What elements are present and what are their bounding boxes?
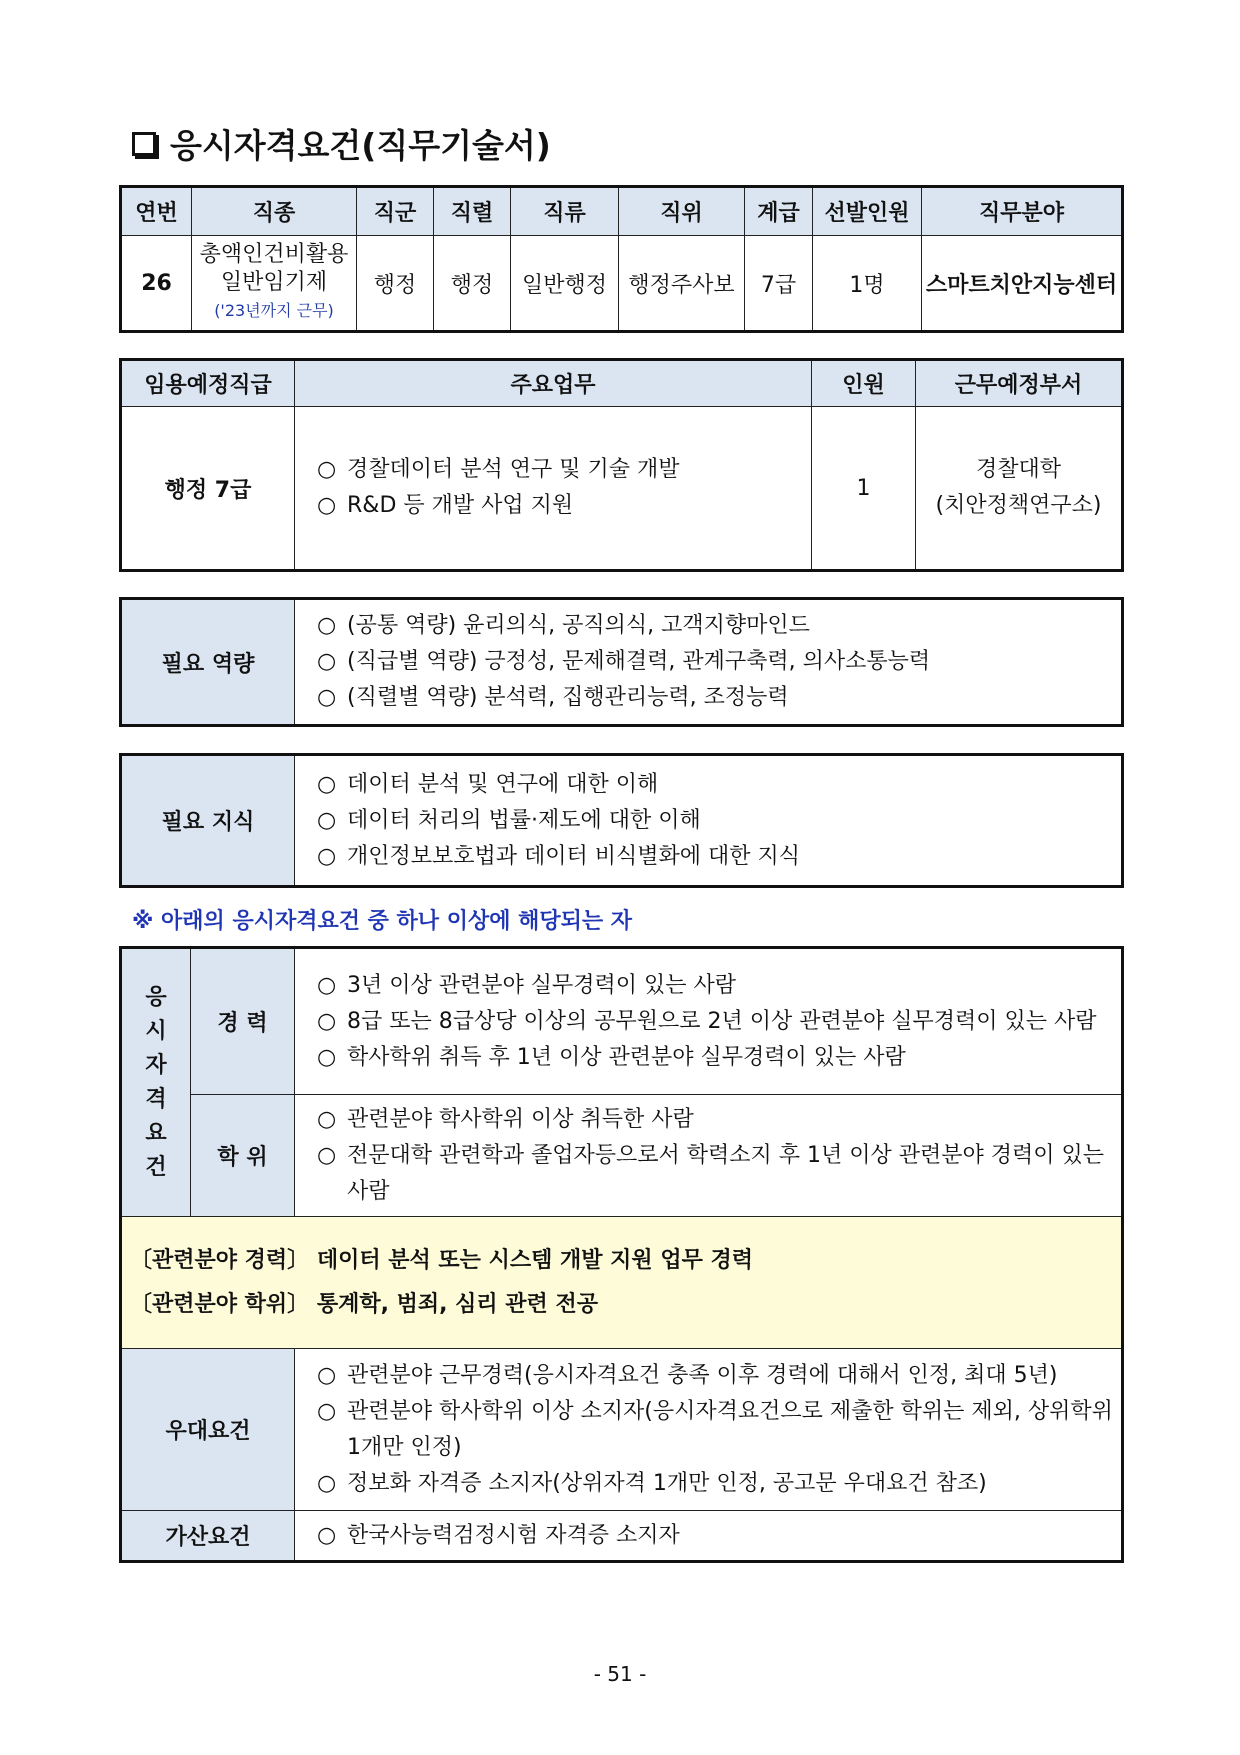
cell-field: 스마트치안지능센터	[922, 236, 1122, 331]
header-group: 직군	[357, 188, 434, 236]
related-field-cell	[122, 1217, 1122, 1349]
list-item: ○ 한국사능력검정시험 자격증 소지자	[317, 1522, 680, 1548]
position-info-table	[121, 187, 1122, 331]
competency-list	[307, 608, 1121, 716]
degree-list	[307, 1102, 1113, 1210]
dept-line2: (치안정책연구소)	[935, 493, 1102, 518]
requirements-vertical-label: 응 시 자 격 요 건	[122, 949, 191, 1217]
page-title	[132, 120, 551, 167]
career-label: 경 력	[191, 949, 295, 1095]
related-career: 〔관련분야 경력〕 데이터 분석 또는 시스템 개발 지원 업무 경력	[130, 1247, 753, 1273]
cell-grade: 7급	[745, 236, 813, 331]
list-item: ○ 개인정보보호법과 데이터 비식별화에 대한 지식	[317, 843, 801, 869]
page-title-text: 응시자격요건(직무기술서)	[170, 126, 551, 165]
list-item: ○ (공통 역량) 윤리의식, 공직의식, 고객지향마인드	[317, 613, 810, 638]
list-item: ○ 8급 또는 8급상당 이상의 공무원으로 2년 이상 관련분야 실무경력이 있는 사람	[317, 1008, 1097, 1034]
competency-cell	[295, 600, 1122, 725]
list-item: ○ 관련분야 학사학위 이상 소지자(응시자격요건으로 제출한 학위는 제외, 상위학위 1개만 인정)	[317, 1398, 1113, 1460]
preferred-list	[307, 1358, 1113, 1502]
career-cell	[295, 949, 1122, 1095]
list-item: ○ R&D 등 개발 사업 지원	[317, 493, 574, 518]
competency-table	[121, 599, 1122, 725]
list-item: ○ 정보화 자격증 소지자(상위자격 1개만 인정, 공고문 우대요건 참조)	[317, 1470, 987, 1496]
dept-line1: 경찰대학	[975, 457, 1061, 482]
list-item: ○ 3년 이상 관련분야 실무경력이 있는 사람	[317, 972, 736, 998]
competency-label: 필요 역량	[122, 600, 295, 725]
bonus-list	[307, 1518, 1121, 1554]
bonus-label: 가산요건	[122, 1511, 295, 1561]
duties-list	[307, 452, 811, 524]
bonus-cell	[295, 1511, 1122, 1561]
knowledge-label: 필요 지식	[122, 756, 295, 886]
list-item: ○ 데이터 분석 및 연구에 대한 이해	[317, 771, 659, 797]
page-number: - 51 -	[593, 1662, 647, 1686]
list-item: ○ (직렬별 역량) 분석력, 집행관리능력, 조정능력	[317, 685, 789, 710]
cell-group: 행정	[357, 236, 434, 331]
header-series: 직렬	[434, 188, 511, 236]
cell-class: 일반행정	[511, 236, 619, 331]
header-rank: 임용예정직급	[122, 361, 295, 407]
degree-cell	[295, 1095, 1122, 1217]
header-dept: 근무예정부서	[916, 361, 1122, 407]
cell-position: 행정주사보	[619, 236, 745, 331]
type-note: ('23년까지 근무)	[214, 301, 334, 320]
header-field: 직무분야	[922, 188, 1122, 236]
cell-duties	[295, 407, 812, 570]
preferred-cell	[295, 1349, 1122, 1511]
knowledge-list	[307, 767, 1121, 875]
degree-label: 학 위	[191, 1095, 295, 1217]
list-item: ○ (직급별 역량) 긍정성, 문제해결력, 관계구축력, 의사소통능력	[317, 649, 931, 674]
preferred-label: 우대요건	[122, 1349, 295, 1511]
cell-no: 26	[122, 236, 192, 331]
cell-headcount: 1명	[813, 236, 922, 331]
list-item: ○ 데이터 처리의 법률·제도에 대한 이해	[317, 807, 701, 833]
related-degree: 〔관련분야 학위〕 통계학, 범죄, 심리 관련 전공	[130, 1291, 598, 1317]
header-count: 인원	[812, 361, 916, 407]
list-item: ○ 경찰데이터 분석 연구 및 기술 개발	[317, 457, 680, 482]
type-line2: 일반임기제	[220, 270, 328, 295]
cell-dept	[916, 407, 1122, 570]
list-item: ○ 학사학위 취득 후 1년 이상 관련분야 실무경력이 있는 사람	[317, 1044, 906, 1070]
header-no: 연번	[122, 188, 192, 236]
header-grade: 계급	[745, 188, 813, 236]
header-class: 직류	[511, 188, 619, 236]
header-headcount: 선발인원	[813, 188, 922, 236]
header-duties: 주요업무	[295, 361, 812, 407]
cell-series: 행정	[434, 236, 511, 331]
cell-rank: 행정 7급	[122, 407, 295, 570]
list-item: ○ 관련분야 학사학위 이상 취득한 사람	[317, 1106, 694, 1132]
checkbox-square-icon	[132, 132, 156, 156]
requirements-table	[121, 948, 1122, 1561]
knowledge-table	[121, 755, 1122, 886]
type-line1: 총액인건비활용	[199, 242, 349, 267]
cell-count: 1	[812, 407, 916, 570]
cell-type	[192, 236, 357, 331]
list-item: ○ 전문대학 관련학과 졸업자등으로서 학력소지 후 1년 이상 관련분야 경력이 있는 사람	[317, 1142, 1105, 1204]
header-position: 직위	[619, 188, 745, 236]
career-list	[307, 968, 1121, 1076]
knowledge-cell	[295, 756, 1122, 886]
duty-table	[121, 360, 1122, 570]
requirement-note: ※ 아래의 응시자격요건 중 하나 이상에 해당되는 자	[132, 909, 633, 934]
list-item: ○ 관련분야 근무경력(응시자격요건 충족 이후 경력에 대해서 인정, 최대 5년)	[317, 1362, 1058, 1388]
header-type: 직종	[192, 188, 357, 236]
